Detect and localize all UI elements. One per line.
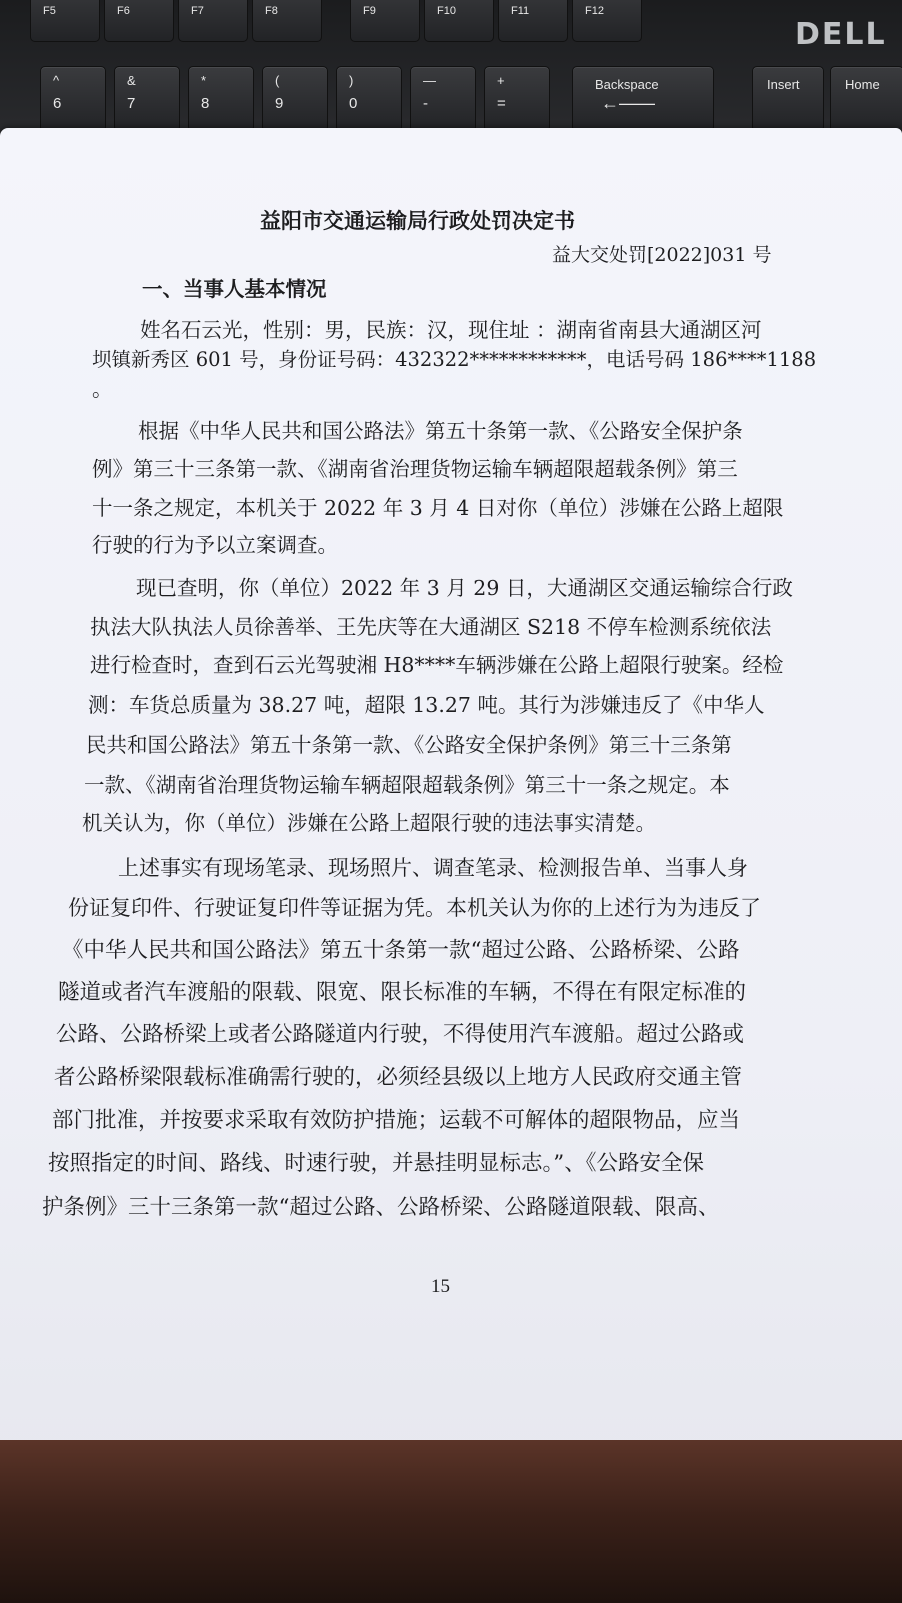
body-line: 公路、公路桥梁上或者公路隧道内行驶，不得使用汽车渡船。超过公路或 bbox=[56, 1022, 745, 1047]
key-insert: Insert bbox=[752, 66, 824, 132]
key-8: * 8 bbox=[188, 66, 254, 132]
body-line: 十一条之规定，本机关于 2022 年 3 月 4 日对你（单位）涉嫌在公路上超限 bbox=[92, 496, 784, 520]
key-f7: F7 bbox=[178, 0, 248, 42]
key-f8: F8 bbox=[252, 0, 322, 42]
body-line: 一款、《湖南省治理货物运输车辆超限超载条例》第三十一条之规定。本 bbox=[84, 773, 730, 797]
body-line: 坝镇新秀区 601 号，身份证号码：432322************，电话号码 186****1188 bbox=[92, 348, 817, 371]
key-backspace: Backspace ←—— bbox=[572, 66, 714, 132]
body-line: 护条例》三十三条第一款“超过公路、公路桥梁、公路隧道限载、限高、 bbox=[42, 1195, 720, 1220]
body-line: 进行检查时，查到石云光驾驶湘 H8****车辆涉嫌在公路上超限行驶案。经检 bbox=[90, 653, 784, 677]
key-home: Home bbox=[830, 66, 902, 132]
key-f12: F12 bbox=[572, 0, 642, 42]
body-line: 执法大队执法人员徐善举、王先庆等在大通湖区 S218 不停车检测系统依法 bbox=[90, 615, 772, 639]
key-0: ) 0 bbox=[336, 66, 402, 132]
body-line: 者公路桥梁限载标准确需行驶的，必须经县级以上地方人民政府交通主管 bbox=[54, 1065, 743, 1090]
key-6: ^ 6 bbox=[40, 66, 106, 132]
key-f6: F6 bbox=[104, 0, 174, 42]
body-line: 份证复印件、行驶证复印件等证据为凭。本机关认为你的上述行为为违反了 bbox=[68, 896, 761, 920]
document-number: 益大交处罚[2022]031 号 bbox=[552, 244, 772, 266]
body-line: 行驶的行为予以立案调查。 bbox=[92, 533, 338, 557]
body-line: 隧道或者汽车渡船的限载、限宽、限长标准的车辆，不得在有限定标准的 bbox=[58, 980, 747, 1005]
section-heading: 一、当事人基本情况 bbox=[142, 277, 327, 301]
body-line: 《中华人民共和国公路法》第五十条第一款“超过公路、公路桥梁、公路 bbox=[62, 938, 740, 963]
body-line: 例》第三十三条第一款、《湖南省治理货物运输车辆超限超载条例》第三 bbox=[92, 457, 738, 481]
body-line: 姓名石云光，性别：男，民族：汉，现住址 ：湖南省南县大通湖区河 bbox=[140, 318, 762, 342]
dell-logo: DELL bbox=[795, 17, 887, 52]
key-f5: F5 bbox=[30, 0, 100, 42]
body-line: 民共和国公路法》第五十条第一款、《公路安全保护条例》第三十三条第 bbox=[86, 733, 732, 757]
key-f10: F10 bbox=[424, 0, 494, 42]
body-line: 现已查明，你（单位）2022 年 3 月 29 日，大通湖区交通运输综合行政 bbox=[136, 576, 793, 600]
body-line: 根据《中华人民共和国公路法》第五十条第一款、《公路安全保护条 bbox=[138, 419, 743, 443]
body-line: 测：车货总质量为 38.27 吨，超限 13.27 吨。其行为涉嫌违反了《中华人 bbox=[88, 693, 765, 717]
key-equals: + = bbox=[484, 66, 550, 132]
body-line: 部门批准，并按要求采取有效防护措施；运载不可解体的超限物品，应当 bbox=[52, 1108, 741, 1133]
desk-surface bbox=[0, 1440, 902, 1603]
body-line: 机关认为，你（单位）涉嫌在公路上超限行驶的违法事实清楚。 bbox=[82, 811, 656, 835]
page-number: 15 bbox=[431, 1276, 450, 1297]
key-9: ( 9 bbox=[262, 66, 328, 132]
key-f9: F9 bbox=[350, 0, 420, 42]
key-f11: F11 bbox=[498, 0, 568, 42]
document-title: 益阳市交通运输局行政处罚决定书 bbox=[260, 208, 575, 233]
body-line: 按照指定的时间、路线、时速行驶，并悬挂明显标志。”、《公路安全保 bbox=[48, 1151, 704, 1176]
backspace-arrow-icon: ←—— bbox=[601, 93, 655, 113]
body-line: 上述事实有现场笔录、现场照片、调查笔录、检测报告单、当事人身 bbox=[118, 856, 748, 880]
body-line: 。 bbox=[92, 377, 113, 401]
key-7: & 7 bbox=[114, 66, 180, 132]
key-minus: — - bbox=[410, 66, 476, 132]
